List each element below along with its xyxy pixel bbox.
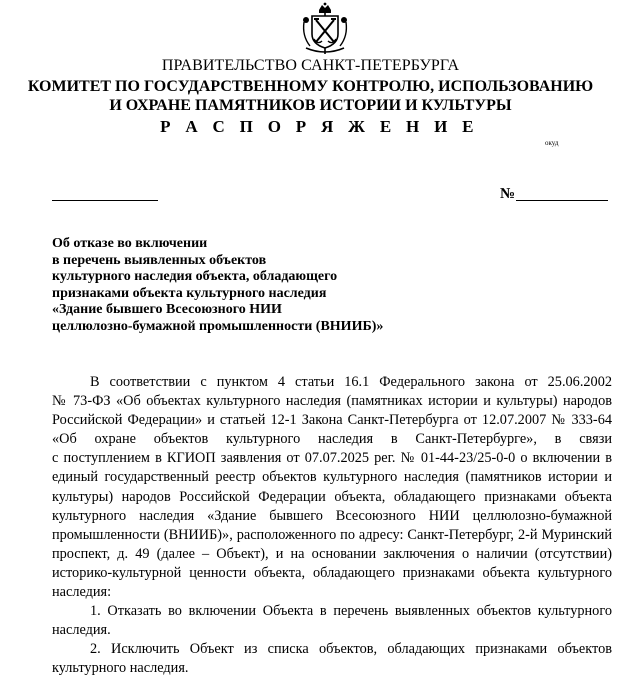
subject-line: в перечень выявленных объектов — [52, 252, 267, 268]
body-line: № 73-ФЗ «Об объектах культурного наследия (памятниках истории и культуры) народов — [52, 393, 612, 410]
subject-line: Об отказе во включении — [52, 236, 208, 251]
subject-line: культурного наследия объекта, обладающего — [52, 269, 338, 285]
subject-line: «Здание бывшего Всесоюзного НИИ — [52, 302, 282, 318]
committee-name-line-2: И ОХРАНЕ ПАМЯТНИКОВ ИСТОРИИ И КУЛЬТУРЫ — [109, 97, 512, 114]
number-sign: № — [500, 186, 516, 202]
okud-label: окуд — [545, 139, 559, 147]
body-line: проспект, д. 49 (далее – Объект), и на основании заключения о наличии (отсутствии) — [52, 545, 612, 562]
body-line: наследия: — [52, 584, 112, 601]
subject-line: целлюлозно-бумажной промышленности (ВНИИБ)» — [52, 318, 384, 334]
body-line: «Об охране объектов культурного наследия в Санкт-Петербурге», в связи — [52, 431, 612, 448]
body-line: 2. Исключить Объект из списка объектов, обладающих признаками объектов — [90, 641, 612, 658]
body-line: В соответствии с пунктом 4 статьи 16.1 Федерального закона от 25.06.2002 — [90, 374, 612, 390]
number-blank-line — [516, 199, 608, 201]
body-line: культурного наследия «Здание бывшего Всесоюзного НИИ целлюлозно-бумажной — [52, 507, 612, 524]
body-line: культуры) народов Российской Федерации объекта, обладающего признаками объекта — [52, 488, 612, 505]
date-blank-line — [52, 199, 158, 201]
document-subject — [52, 236, 472, 336]
committee-name-line-1: КОМИТЕТ ПО ГОСУДАРСТВЕННОМУ КОНТРОЛЮ, ИСПОЛЬЗОВАНИЮ — [27, 78, 594, 95]
body-line: Российской Федерации» и статьей 12-1 Закона Санкт-Петербурга от 12.07.2007 № 333-64 — [52, 412, 612, 429]
body-line: историко-культурной ценности объекта, обладающего признаками объекта культурного — [52, 564, 612, 581]
document-type-title: Р А С П О Р Я Ж Е Н И Е — [160, 117, 479, 136]
coat-of-arms-icon — [298, 2, 352, 56]
body-line: единый государственный реестр объектов культурного наследия (памятников истории и — [52, 469, 612, 486]
subject-line: признаками объекта культурного наследия — [52, 285, 327, 301]
document-body — [52, 373, 612, 679]
body-line: культурного наследия. — [52, 660, 189, 677]
body-line: наследия. — [52, 622, 111, 639]
government-name: ПРАВИТЕЛЬСТВО САНКТ-ПЕТЕРБУРГА — [161, 57, 460, 74]
body-line: 1. Отказать во включении Объекта в перечень выявленных объектов культурного — [90, 603, 612, 620]
body-line: с поступлением в КГИОП заявления от 07.07.2025 рег. № 01-44-23/25-0-0 о включении в — [52, 450, 612, 467]
body-line: промышленности (ВНИИБ)», расположенного по адресу: Санкт-Петербург, 2-й Муринский — [52, 526, 612, 543]
